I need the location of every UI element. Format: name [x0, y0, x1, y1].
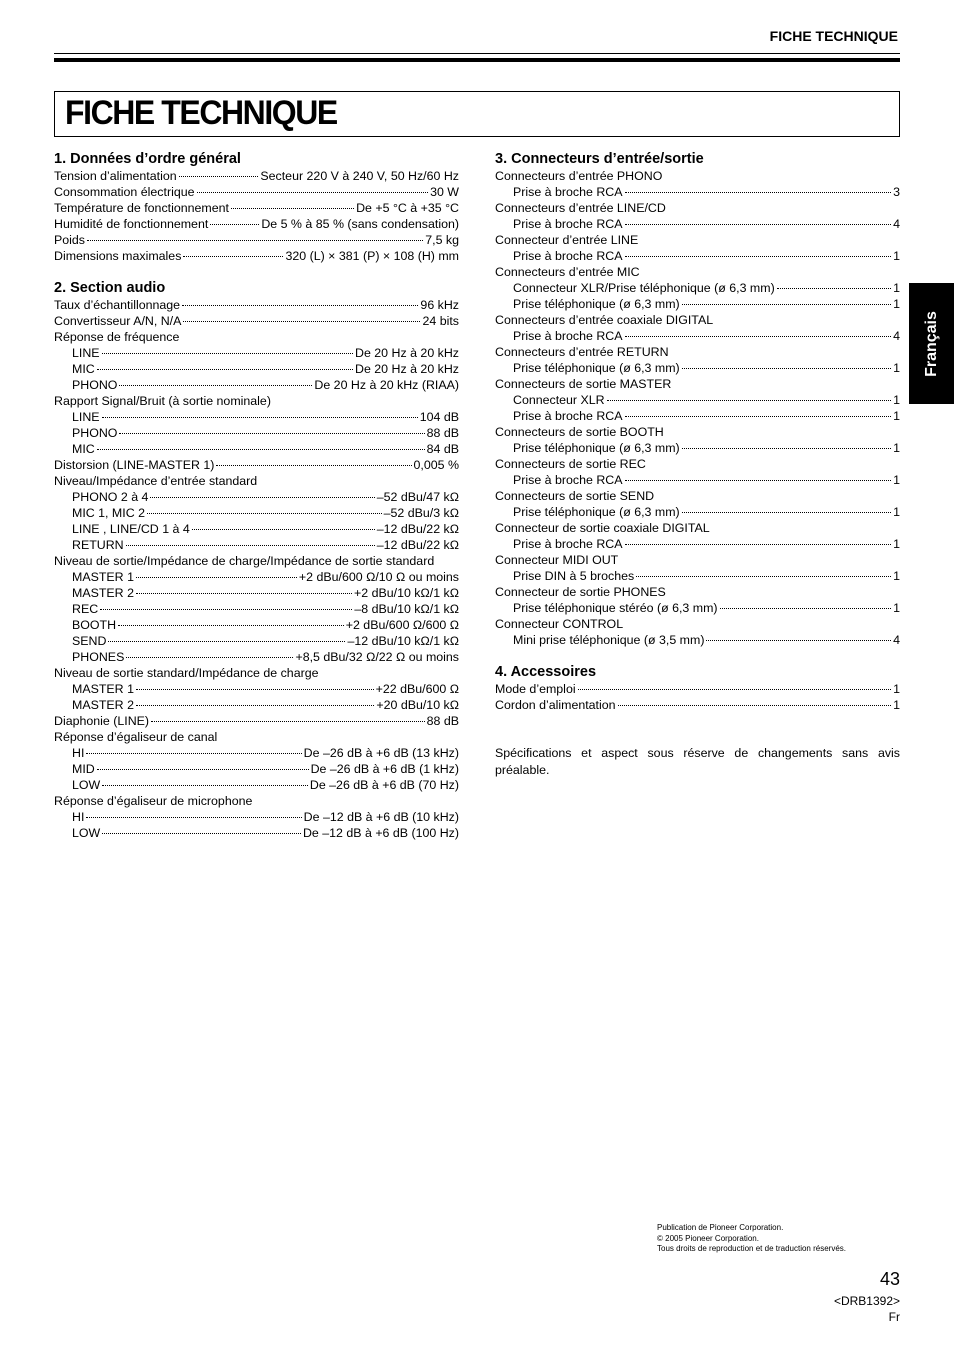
spec-label: PHONO [72, 378, 118, 392]
spec-row [54, 649, 459, 665]
page-number: 43 [879, 1269, 900, 1289]
spec-section [54, 279, 459, 841]
left-column [54, 150, 459, 856]
dot-leader [136, 593, 352, 594]
dot-leader [97, 769, 309, 770]
spec-label: Prise téléphonique (ø 6,3 mm) [513, 441, 680, 455]
spec-row [54, 248, 459, 264]
publisher-line: Publication de Pioneer Corporation. [657, 1223, 784, 1232]
spec-value: 1 [893, 393, 900, 407]
spec-value: De –12 dB à +6 dB (100 Hz) [302, 826, 459, 840]
spec-row [495, 184, 900, 200]
spec-label: Taux d’échantillonnage [54, 298, 181, 312]
dot-leader [147, 513, 382, 514]
dot-leader [192, 529, 375, 530]
spec-label: Cordon d’alimentation [495, 698, 616, 712]
spec-value: 84 dB [426, 442, 459, 456]
spec-label: Dimensions maximales [54, 249, 182, 263]
spec-subheading: Connecteurs de sortie BOOTH [495, 425, 664, 439]
spec-value: 1 [893, 569, 900, 583]
spec-value: 1 [893, 281, 900, 295]
spec-section [54, 150, 459, 264]
spec-row [54, 697, 459, 713]
spec-value: 1 [893, 441, 900, 455]
rights-line: Tous droits de reproduction et de traduction réservés. [657, 1244, 846, 1253]
running-header: FICHE TECHNIQUE [769, 28, 898, 44]
spec-row [54, 441, 459, 457]
language-tab-label: Français [922, 310, 940, 377]
spec-label: MASTER 1 [72, 682, 134, 696]
spec-label: Prise téléphonique (ø 6,3 mm) [513, 505, 680, 519]
page-title: FICHE TECHNIQUE [65, 94, 337, 132]
copyright-line: © 2005 Pioneer Corporation. [657, 1233, 759, 1243]
spec-row [54, 345, 459, 361]
spec-value: Secteur 220 V à 240 V, 50 Hz/60 Hz [260, 169, 459, 183]
spec-label: PHONES [72, 650, 125, 664]
dot-leader [210, 224, 259, 225]
spec-subheading: Connecteurs de sortie REC [495, 457, 646, 471]
spec-label: LINE [72, 410, 100, 424]
spec-row [495, 328, 900, 344]
language-tab [909, 283, 954, 404]
spec-value: –52 dBu/3 kΩ [383, 506, 459, 520]
spec-value: +2 dBu/600 Ω/10 Ω ou moins [298, 570, 459, 584]
spec-row [495, 697, 900, 713]
dot-leader [102, 785, 308, 786]
spec-value: –12 dBu/22 kΩ [376, 538, 459, 552]
spec-label: MASTER 2 [72, 586, 134, 600]
dot-leader [136, 705, 374, 706]
disclaimer-note: Spécifications et aspect sous réserve de changements sans avis préalable. [495, 746, 900, 777]
dot-leader [118, 625, 344, 626]
spec-label: Mode d’emploi [495, 682, 576, 696]
spec-label: Prise téléphonique stéréo (ø 6,3 mm) [513, 601, 718, 615]
spec-subheading: Rapport Signal/Bruit (à sortie nominale) [54, 394, 271, 408]
spec-label: Tension d’alimentation [54, 169, 177, 183]
dot-leader [179, 176, 259, 177]
right-column [495, 150, 900, 779]
spec-row [495, 248, 900, 264]
spec-label: RETURN [72, 538, 124, 552]
spec-row [54, 216, 459, 232]
section-title: 3. Connecteurs d’entrée/sortie [495, 151, 704, 167]
spec-row [54, 601, 459, 617]
spec-value: De –26 dB à +6 dB (70 Hz) [309, 778, 459, 792]
spec-label: MASTER 1 [72, 570, 134, 584]
spec-row [54, 361, 459, 377]
dot-leader [578, 689, 892, 690]
spec-row [54, 681, 459, 697]
spec-row [495, 504, 900, 520]
spec-subheading: Niveau/Impédance d’entrée standard [54, 474, 258, 488]
dot-leader [97, 369, 353, 370]
spec-label: Consommation électrique [54, 185, 195, 199]
spec-value: 1 [893, 682, 900, 696]
spec-row [54, 585, 459, 601]
title-box [54, 91, 900, 137]
spec-value: –52 dBu/47 kΩ [376, 490, 459, 504]
dot-leader [102, 353, 353, 354]
spec-subheading: Connecteurs d’entrée MIC [495, 265, 640, 279]
spec-subheading: Connecteurs de sortie MASTER [495, 377, 672, 391]
dot-leader [100, 609, 352, 610]
spec-label: BOOTH [72, 618, 117, 632]
spec-label: Prise à broche RCA [513, 185, 623, 199]
spec-row [54, 569, 459, 585]
spec-value: 96 kHz [420, 298, 459, 312]
section-title: 1. Données d’ordre général [54, 151, 241, 167]
dot-leader [136, 689, 374, 690]
dot-leader [720, 608, 892, 609]
spec-label: MID [72, 762, 95, 776]
spec-label: Distorsion (LINE-MASTER 1) [54, 458, 215, 472]
spec-label: HI [72, 810, 85, 824]
spec-label: Humidité de fonctionnement [54, 217, 209, 231]
spec-label: HI [72, 746, 85, 760]
spec-row [495, 600, 900, 616]
spec-value: –12 dBu/10 kΩ/1 kΩ [347, 634, 459, 648]
spec-subheading: Connecteurs de sortie SEND [495, 489, 655, 503]
spec-row [54, 777, 459, 793]
spec-value: 1 [893, 601, 900, 615]
dot-leader [136, 577, 297, 578]
spec-value: De –26 dB à +6 dB (1 kHz) [310, 762, 459, 776]
spec-row [495, 408, 900, 424]
right-sections [495, 150, 900, 713]
spec-value: 88 dB [426, 426, 459, 440]
spec-row [54, 297, 459, 313]
spec-label: Diaphonie (LINE) [54, 714, 150, 728]
spec-row [54, 168, 459, 184]
spec-label: Prise DIN à 5 broches [513, 569, 635, 583]
dot-leader [625, 192, 892, 193]
spec-label: PHONO [72, 426, 118, 440]
section-title: 2. Section audio [54, 280, 166, 296]
spec-value: 88 dB [426, 714, 459, 728]
dot-leader [607, 400, 891, 401]
spec-subheading: Niveau de sortie/Impédance de charge/Impédance de sortie standard [54, 554, 435, 568]
spec-value: 1 [893, 297, 900, 311]
spec-row [54, 425, 459, 441]
dot-leader [86, 753, 301, 754]
spec-value: 24 bits [422, 314, 459, 328]
dot-leader [126, 545, 375, 546]
spec-value: 3 [893, 185, 900, 199]
spec-value: 4 [893, 329, 900, 343]
spec-row [54, 489, 459, 505]
dot-leader [102, 417, 418, 418]
spec-label: Prise téléphonique (ø 6,3 mm) [513, 361, 680, 375]
dot-leader [86, 817, 301, 818]
spec-label: Convertisseur A/N, N/A [54, 314, 182, 328]
spec-row [54, 521, 459, 537]
dot-leader [777, 288, 891, 289]
spec-row [54, 537, 459, 553]
spec-value: 1 [893, 537, 900, 551]
spec-value: +20 dBu/10 kΩ [376, 698, 459, 712]
spec-row [495, 360, 900, 376]
dot-leader [625, 256, 892, 257]
dot-leader [150, 497, 374, 498]
spec-label: MIC 1, MIC 2 [72, 506, 145, 520]
dot-leader [97, 449, 425, 450]
dot-leader [102, 833, 301, 834]
header-rule-thick [54, 58, 900, 62]
spec-subheading: Connecteur CONTROL [495, 617, 624, 631]
spec-row [495, 440, 900, 456]
spec-value: +2 dBu/10 kΩ/1 kΩ [354, 586, 459, 600]
spec-row [54, 377, 459, 393]
spec-value: –12 dBu/22 kΩ [376, 522, 459, 536]
spec-subheading: Réponse d’égaliseur de canal [54, 730, 218, 744]
spec-value: +22 dBu/600 Ω [375, 682, 459, 696]
spec-label: SEND [72, 634, 107, 648]
doc-code-id: <DRB1392> [833, 1294, 900, 1308]
spec-label: Mini prise téléphonique (ø 3,5 mm) [513, 633, 705, 647]
dot-leader [231, 208, 354, 209]
dot-leader [625, 480, 892, 481]
spec-subheading: Réponse de fréquence [54, 330, 180, 344]
spec-value: 1 [893, 249, 900, 263]
spec-subheading: Niveau de sortie standard/Impédance de charge [54, 666, 319, 680]
spec-label: MIC [72, 442, 95, 456]
spec-label: Température de fonctionnement [54, 201, 229, 215]
spec-label: Prise téléphonique (ø 6,3 mm) [513, 297, 680, 311]
spec-label: REC [72, 602, 99, 616]
spec-subheading: Connecteurs d’entrée LINE/CD [495, 201, 666, 215]
dot-leader [682, 368, 891, 369]
dot-leader [119, 385, 312, 386]
dot-leader [625, 416, 892, 417]
spec-label: LOW [72, 778, 101, 792]
dot-leader [216, 465, 411, 466]
spec-label: Prise à broche RCA [513, 409, 623, 423]
spec-subheading: Connecteur de sortie coaxiale DIGITAL [495, 521, 710, 535]
spec-value: De 20 Hz à 20 kHz (RIAA) [314, 378, 459, 392]
spec-value: 104 dB [419, 410, 459, 424]
spec-row [495, 280, 900, 296]
dot-leader [108, 641, 345, 642]
spec-value: De 20 Hz à 20 kHz [355, 362, 459, 376]
spec-value: +8,5 dBu/32 Ω/22 Ω ou moins [295, 650, 459, 664]
spec-row [54, 633, 459, 649]
spec-row [495, 632, 900, 648]
spec-label: Prise à broche RCA [513, 329, 623, 343]
spec-value: 7,5 kg [425, 233, 459, 247]
dot-leader [119, 433, 424, 434]
spec-label: Prise à broche RCA [513, 537, 623, 551]
spec-value: De –12 dB à +6 dB (10 kHz) [303, 810, 459, 824]
dot-leader [706, 640, 891, 641]
spec-row [495, 472, 900, 488]
section-title: 4. Accessoires [495, 664, 597, 680]
doc-code [834, 1293, 900, 1325]
spec-row [495, 536, 900, 552]
spec-label: Prise à broche RCA [513, 473, 623, 487]
spec-section [495, 150, 900, 648]
spec-value: 4 [893, 217, 900, 231]
spec-row [54, 232, 459, 248]
spec-value: +2 dBu/600 Ω/600 Ω [345, 618, 459, 632]
spec-row [54, 409, 459, 425]
dot-leader [151, 721, 425, 722]
spec-label: Connecteur XLR [513, 393, 605, 407]
spec-value: 30 W [430, 185, 459, 199]
spec-row [495, 568, 900, 584]
spec-label: Poids [54, 233, 85, 247]
spec-label: PHONO 2 à 4 [72, 490, 149, 504]
spec-row [54, 457, 459, 473]
spec-value: 1 [893, 409, 900, 423]
spec-value: –8 dBu/10 kΩ/1 kΩ [354, 602, 459, 616]
spec-row [54, 825, 459, 841]
spec-label: Connecteur XLR/Prise téléphonique (ø 6,3 mm) [513, 281, 775, 295]
spec-row [54, 809, 459, 825]
spec-label: MASTER 2 [72, 698, 134, 712]
spec-row [495, 681, 900, 697]
spec-row [54, 617, 459, 633]
spec-label: LINE [72, 346, 100, 360]
spec-subheading: Connecteurs d’entrée coaxiale DIGITAL [495, 313, 714, 327]
dot-leader [126, 657, 293, 658]
spec-value: De –26 dB à +6 dB (13 kHz) [303, 746, 459, 760]
spec-subheading: Connecteur de sortie PHONES [495, 585, 666, 599]
spec-label: LINE , LINE/CD 1 à 4 [72, 522, 190, 536]
spec-section [495, 663, 900, 713]
spec-row [54, 200, 459, 216]
spec-value: 1 [893, 698, 900, 712]
spec-row [495, 392, 900, 408]
spec-value: 0,005 % [413, 458, 459, 472]
doc-lang: Fr [888, 1310, 900, 1324]
spec-value: 1 [893, 361, 900, 375]
header-rule-thin [54, 53, 900, 54]
spec-value: 1 [893, 505, 900, 519]
spec-value: 1 [893, 473, 900, 487]
spec-label: Prise à broche RCA [513, 217, 623, 231]
spec-value: De +5 °C à +35 °C [356, 201, 459, 215]
spec-subheading: Connecteur d’entrée LINE [495, 233, 639, 247]
spec-value: 4 [893, 633, 900, 647]
dot-leader [625, 336, 892, 337]
spec-row [54, 745, 459, 761]
spec-row [54, 505, 459, 521]
spec-row [54, 184, 459, 200]
dot-leader [618, 705, 892, 706]
spec-label: LOW [72, 826, 101, 840]
dot-leader [682, 512, 891, 513]
spec-row [495, 216, 900, 232]
dot-leader [625, 544, 892, 545]
publisher-info [657, 1223, 846, 1255]
dot-leader [87, 240, 423, 241]
dot-leader [182, 305, 418, 306]
spec-label: Prise à broche RCA [513, 249, 623, 263]
spec-subheading: Connecteur MIDI OUT [495, 553, 619, 567]
spec-value: 320 (L) × 381 (P) × 108 (H) mm [285, 249, 459, 263]
dot-leader [197, 192, 429, 193]
spec-row [54, 713, 459, 729]
dot-leader [625, 224, 892, 225]
spec-value: De 5 % à 85 % (sans condensation) [261, 217, 459, 231]
spec-row [495, 296, 900, 312]
spec-value: De 20 Hz à 20 kHz [355, 346, 459, 360]
spec-row [54, 313, 459, 329]
dot-leader [636, 576, 891, 577]
dot-leader [183, 321, 420, 322]
spec-subheading: Connecteurs d’entrée PHONO [495, 169, 663, 183]
spec-subheading: Réponse d’égaliseur de microphone [54, 794, 253, 808]
spec-subheading: Connecteurs d’entrée RETURN [495, 345, 669, 359]
dot-leader [183, 256, 283, 257]
dot-leader [682, 448, 891, 449]
spec-row [54, 761, 459, 777]
dot-leader [682, 304, 891, 305]
spec-label: MIC [72, 362, 95, 376]
